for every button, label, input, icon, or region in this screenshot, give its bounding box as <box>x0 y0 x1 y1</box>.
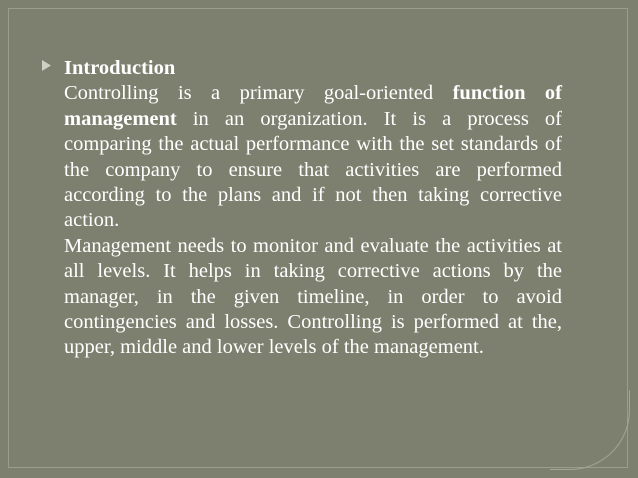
slide-content <box>64 56 562 361</box>
paragraph-intro-text-2: in an organization. It is a process of comparing the actual performance with the set standards of the company to ensure that activities are performed according to the plans and if not then taking corrective action. <box>64 107 562 232</box>
paragraph-intro-text-1: Controlling is a primary goal-oriented <box>64 82 453 105</box>
slide-heading: Introduction <box>64 57 176 79</box>
paragraph-intro-bold-term: function of management <box>64 82 562 130</box>
arrow-bullet-icon <box>42 60 51 71</box>
paragraph-intro <box>64 81 562 233</box>
paragraph-management: Management needs to monitor and evaluate the activities at all levels. It helps in taking corrective actions by the manager, in the given timeline, in order to avoid contingencies and losses. Controlling is performed at the, upper, middle and lower levels of the management. <box>64 234 562 359</box>
